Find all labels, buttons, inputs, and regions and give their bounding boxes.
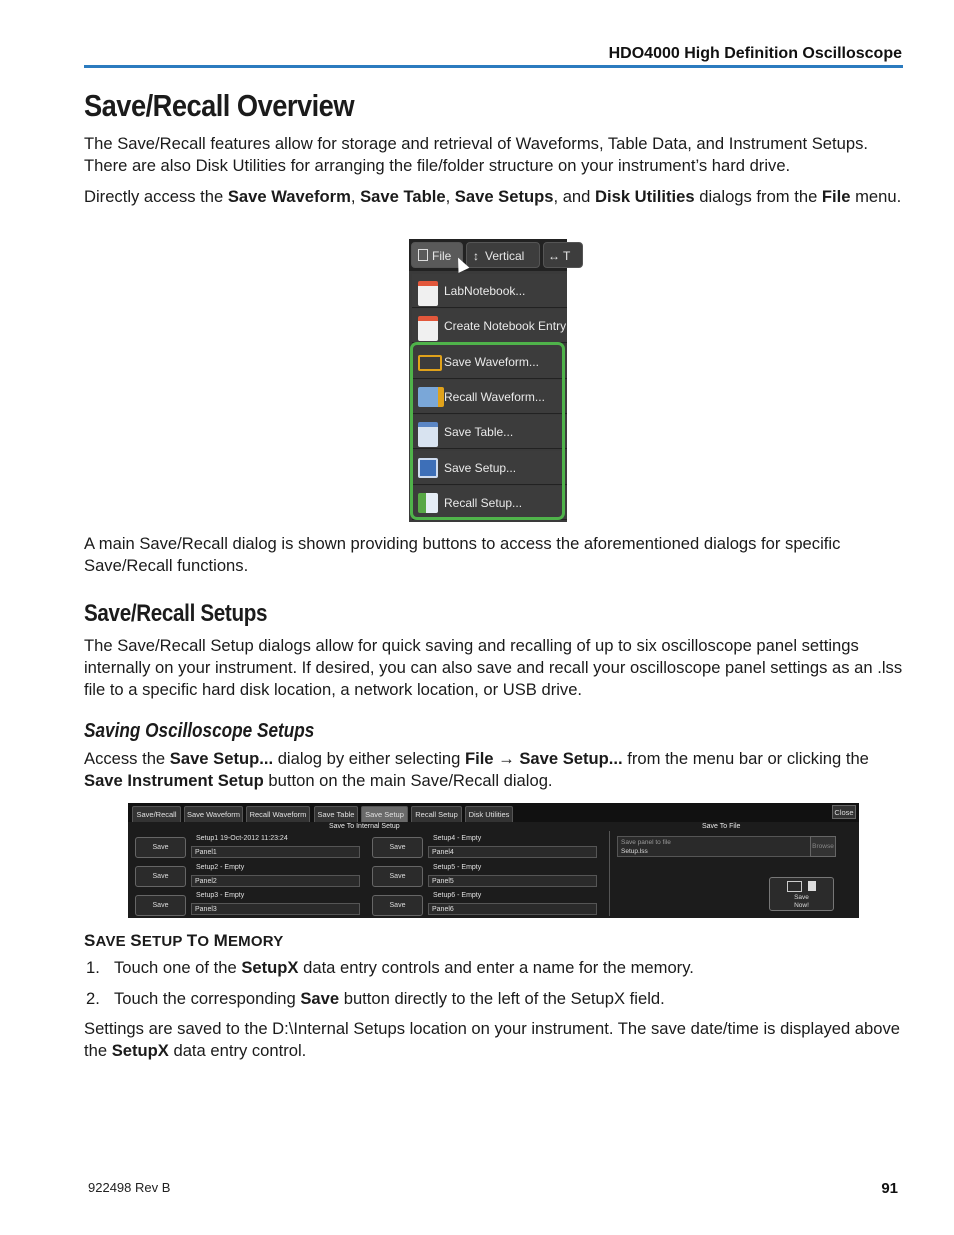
menu-item-label: LabNotebook... — [444, 284, 526, 298]
text-run: Touch one of the — [114, 958, 242, 977]
tab-recall-waveform[interactable]: Recall Waveform — [246, 806, 310, 822]
menu-item-label: Create Notebook Entry — [444, 319, 567, 333]
bold-save-setup: Save Setup... — [169, 749, 274, 768]
tab-disk-utilities[interactable]: Disk Utilities — [465, 806, 513, 822]
heading-rest: ETUP — [141, 933, 183, 950]
notebook-entry-icon — [418, 316, 438, 341]
setup6-field[interactable]: Panel6 — [428, 903, 597, 915]
setup4-label: Setup4 - Empty — [433, 835, 482, 842]
text-run: Access the — [84, 749, 170, 768]
tab-save-table[interactable]: Save Table — [314, 806, 358, 822]
text-run: Touch the corresponding — [114, 989, 301, 1008]
menu-item-label: Recall Waveform... — [444, 390, 545, 404]
subsection-title: Save/Recall Setups — [84, 600, 268, 627]
subsubsection-title: Saving Oscilloscope Setups — [84, 720, 315, 742]
setup5-label: Setup5 - Empty — [433, 864, 482, 871]
header-rule — [84, 65, 903, 68]
save-button-setup6[interactable]: Save — [372, 895, 423, 916]
text-run: , and — [553, 187, 596, 206]
browse-button[interactable]: Browse — [810, 836, 836, 857]
save-button-setup3[interactable]: Save — [135, 895, 186, 916]
close-button[interactable]: Close — [832, 805, 856, 819]
setup5-field[interactable]: Panel5 — [428, 875, 597, 887]
menu-item-recall-setup[interactable] — [412, 486, 567, 520]
scope-icon — [787, 881, 802, 892]
heading-rest: O — [197, 933, 210, 950]
internal-section-title: Save To Internal Setup — [329, 823, 400, 830]
menu-tab-label: T — [563, 249, 571, 263]
menu-item-save-setup[interactable] — [412, 451, 567, 485]
menu-item-recall-waveform[interactable] — [412, 380, 567, 414]
recall-setup-icon — [418, 493, 438, 513]
dialog-paragraph: A main Save/Recall dialog is shown providing buttons to access the aforementioned dialogs for specific Save/Recall functions. — [84, 534, 841, 575]
menu-tab-label: File — [432, 249, 452, 263]
page-number: 91 — [881, 1180, 898, 1197]
bold-menu-path: File → Save Setup... — [464, 749, 623, 768]
heading-initial: S — [84, 931, 96, 950]
setup3-label: Setup3 - Empty — [196, 892, 245, 899]
menu-item-label: Recall Setup... — [444, 496, 523, 510]
text-run: data entry controls and enter a name for the memory. — [298, 958, 694, 977]
notebook-icon — [418, 281, 438, 306]
heading-rest: AVE — [95, 933, 126, 950]
setup1-field[interactable]: Panel1 — [191, 846, 360, 858]
save-table-icon — [418, 422, 438, 447]
setup2-field[interactable]: Panel2 — [191, 875, 360, 887]
save-setup-dialog-screenshot — [128, 803, 859, 918]
running-header: HDO4000 High Definition Oscilloscope — [608, 45, 902, 62]
save-to-file-field[interactable] — [617, 836, 836, 857]
bold-save-waveform: Save Waveform — [227, 187, 351, 206]
list-item — [84, 988, 665, 1010]
save-button-setup4[interactable]: Save — [372, 837, 423, 858]
text-run: , — [350, 187, 361, 206]
saving-paragraph — [84, 748, 904, 792]
text-run: button directly to the left of the SetupX field. — [339, 989, 665, 1008]
save-now-label-2: Now! — [794, 902, 809, 909]
list-item — [84, 957, 694, 979]
intro-paragraph: The Save/Recall features allow for storage and retrieval of Waveforms, Table Data, and Instrument Setups. There are also Disk Utilities for arranging the file/folder structure on your instrument’s hard drive. — [84, 134, 868, 175]
floppy-disk-icon — [418, 458, 438, 478]
heading-rest: EMORY — [227, 933, 284, 950]
small-caps-heading — [84, 931, 283, 951]
horizontal-arrows-icon: ↔ — [548, 249, 560, 263]
save-button-setup2[interactable]: Save — [135, 866, 186, 887]
save-now-button[interactable] — [769, 877, 834, 911]
save-now-label-1: Save — [794, 894, 809, 901]
setup3-field[interactable]: Panel3 — [191, 903, 360, 915]
heading-initial: S — [130, 931, 142, 950]
setup6-label: Setup6 - Empty — [433, 892, 482, 899]
text-run: Directly access the — [84, 187, 228, 206]
heading-initial: M — [213, 931, 228, 950]
bold-disk-utilities: Disk Utilities — [595, 187, 695, 206]
text-run: , — [445, 187, 455, 206]
recall-waveform-icon — [418, 387, 444, 407]
divider — [609, 831, 610, 916]
file-icon — [418, 249, 428, 261]
menu-tab-label: Vertical — [485, 249, 525, 263]
dialog-tab-bar — [128, 803, 859, 822]
save-button-setup1[interactable]: Save — [135, 837, 186, 858]
section-title: Save/Recall Overview — [84, 88, 355, 123]
menu-item-label: Save Table... — [444, 425, 514, 439]
text-run: Settings are saved to the D:\Internal Setups location on your instrument. The save date/time is displayed above the — [84, 1019, 901, 1060]
save-button-setup5[interactable]: Save — [372, 866, 423, 887]
menu-item-save-waveform[interactable] — [412, 345, 567, 379]
setups-paragraph: The Save/Recall Setup dialogs allow for quick saving and recalling of up to six oscilloscope panel settings internally on your instrument. If desired, you can also save and recall your oscilloscope panel settings as an .lss file to a specific hard disk location, a network location, or USB drive. — [84, 636, 903, 699]
document-id: 922498 Rev B — [88, 1180, 171, 1195]
setup2-label: Setup2 - Empty — [196, 864, 245, 871]
file-section-title: Save To File — [702, 823, 741, 830]
text-run: dialogs from the — [694, 187, 822, 206]
file-field-value: Setup.lss — [621, 848, 648, 855]
vertical-arrows-icon: ↕ — [473, 249, 479, 263]
file-icon — [808, 881, 816, 891]
tab-save-setup[interactable]: Save Setup — [361, 806, 408, 822]
heading-initial: T — [186, 931, 198, 950]
bold-save-table: Save Table — [360, 187, 446, 206]
setup1-label: Setup1 19-Oct-2012 11:23:24 — [196, 835, 288, 842]
bold-save-setups: Save Setups — [454, 187, 554, 206]
bold-file: File — [821, 187, 851, 206]
bold-save-instrument-setup: Save Instrument Setup — [84, 771, 264, 790]
menu-item-save-table[interactable] — [412, 415, 567, 449]
settings-paragraph — [84, 1018, 904, 1062]
file-menu-screenshot — [409, 239, 571, 522]
tab-save-recall[interactable]: Save/Recall — [132, 806, 181, 822]
tab-recall-setup[interactable]: Recall Setup — [411, 806, 462, 822]
setup4-field[interactable]: Panel4 — [428, 846, 597, 858]
access-paragraph — [84, 186, 904, 208]
bold-setupx: SetupX — [111, 1041, 169, 1060]
menu-item-label: Save Setup... — [444, 461, 517, 475]
list-number: 1. — [86, 958, 100, 977]
list-number: 2. — [86, 989, 100, 1008]
menu-item-label: Save Waveform... — [444, 355, 539, 369]
text-run: from the menu bar or clicking the — [622, 749, 869, 768]
menu-tab-timebase[interactable] — [543, 242, 583, 268]
menu-item-labnotebook[interactable] — [412, 274, 567, 308]
file-field-label: Save panel to file — [621, 839, 671, 846]
bold-save: Save — [300, 989, 340, 1008]
text-run: dialog by either selecting — [273, 749, 465, 768]
text-run: menu. — [850, 187, 902, 206]
bold-setupx: SetupX — [241, 958, 299, 977]
menu-item-create-notebook-entry[interactable] — [412, 309, 567, 343]
menu-tab-vertical[interactable] — [466, 242, 540, 268]
tab-save-waveform[interactable]: Save Waveform — [184, 806, 243, 822]
save-waveform-icon — [418, 355, 442, 371]
text-run: data entry control. — [168, 1041, 307, 1060]
menu-bar — [409, 239, 571, 271]
text-run: button on the main Save/Recall dialog. — [263, 771, 553, 790]
